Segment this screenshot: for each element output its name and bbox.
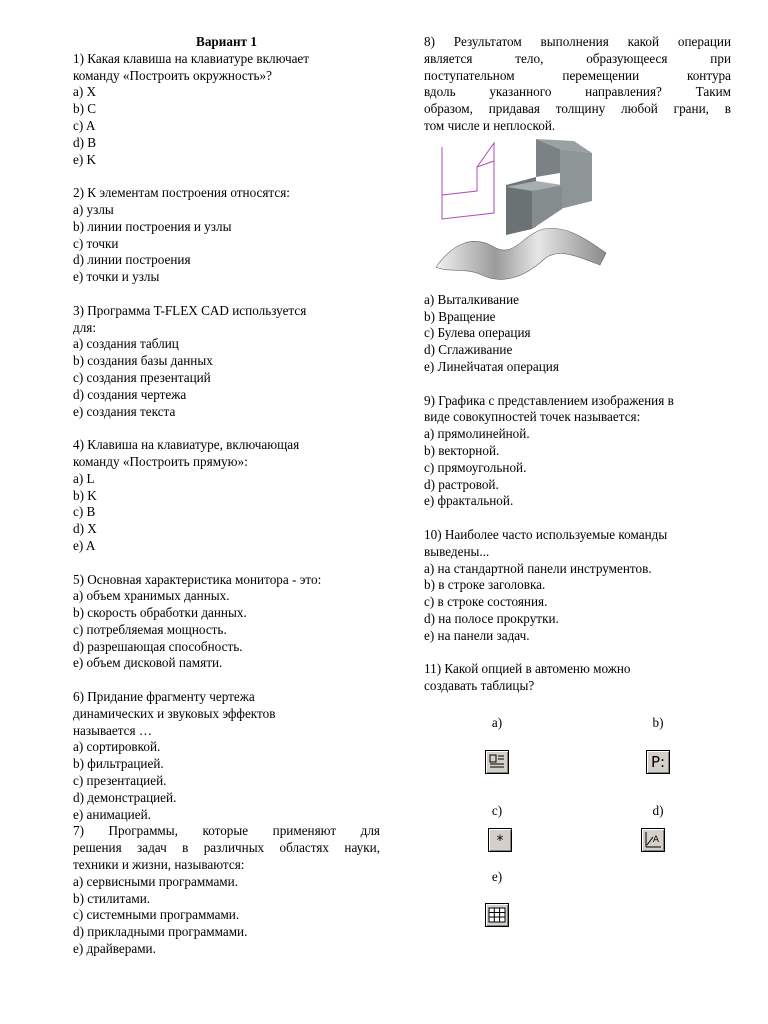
- answer-option: c) в строке состояния.: [424, 594, 548, 610]
- question-text: [73, 572, 380, 589]
- question-line: называется …: [73, 722, 153, 738]
- answer-option: c) презентацией.: [73, 773, 167, 789]
- icon-option-label: e): [491, 868, 503, 884]
- question-line: выведены...: [424, 543, 490, 559]
- swept-surface: [436, 228, 606, 279]
- answer-option: e) объем дисковой памяти.: [73, 655, 223, 671]
- question-line: 5) Основная характеристика монитора - это:: [73, 571, 322, 587]
- answer-option: d) линии построения: [73, 252, 191, 268]
- answer-option: c) B: [73, 504, 96, 520]
- question-text: [424, 34, 731, 135]
- question-line: решения задач в различных областях науки,: [73, 840, 380, 856]
- question-line: 3) Программа T-FLEX CAD используется: [73, 302, 307, 318]
- right-questions: [424, 376, 731, 645]
- answer-option: e) на панели задач.: [424, 627, 530, 643]
- answer-option: d) B: [73, 134, 97, 150]
- left-questions: [73, 51, 380, 824]
- answer-option: b) скорость обработки данных.: [73, 605, 247, 621]
- toolbar-icons: [424, 715, 731, 995]
- question-text: [424, 527, 731, 561]
- p-colon-icon[interactable]: [646, 750, 670, 774]
- spacer: [73, 420, 380, 437]
- answer-option: e) фрактальной.: [424, 493, 514, 509]
- question-line: создавать таблицы?: [424, 678, 535, 694]
- question-line: поступательном перемещении контура: [424, 67, 731, 83]
- answer-option: d) Сглаживание: [424, 342, 513, 358]
- variant-title: Вариант 1: [196, 34, 257, 49]
- answer-option: a) сортировкой.: [73, 739, 161, 755]
- answer-option: b) фильтрацией.: [73, 756, 164, 772]
- answer-option: b) Вращение: [424, 308, 496, 324]
- question-line: том числе и неплоской.: [424, 117, 556, 133]
- answer-option: e) драйверами.: [73, 941, 156, 957]
- answer-option: a) сервисными программами.: [73, 873, 239, 889]
- answer-option: d) растровой.: [424, 476, 499, 492]
- answer-option: c) Булева операция: [424, 325, 531, 341]
- question-line: техники и жизни, называются:: [73, 857, 245, 873]
- answer-option: d) X: [73, 521, 97, 537]
- left-column: [73, 34, 380, 958]
- question-block: [424, 393, 731, 511]
- asterisk-icon[interactable]: [488, 828, 512, 852]
- answer-option: c) A: [73, 117, 96, 133]
- question-line: команду «Построить окружность»?: [73, 67, 272, 83]
- table-icon[interactable]: [485, 903, 509, 927]
- answer-options: [73, 471, 380, 555]
- question-block: [73, 437, 380, 555]
- question-8: [424, 34, 731, 376]
- svg-text:A: A: [652, 834, 660, 845]
- answer-option: a) объем хранимых данных.: [73, 588, 230, 604]
- spacer: [424, 645, 731, 662]
- question-text: [73, 437, 380, 471]
- question-block: [73, 689, 380, 823]
- spacer: [73, 555, 380, 572]
- text-style-icon[interactable]: [641, 828, 665, 852]
- answer-options: [424, 292, 731, 376]
- question-block: [73, 572, 380, 673]
- answer-options: [73, 84, 380, 168]
- answer-option: e) Линейчатая операция: [424, 358, 559, 374]
- answer-option: e) A: [73, 537, 96, 553]
- answer-option: b) K: [73, 487, 97, 503]
- question-line: вдоль указанного направления? Таким: [424, 84, 731, 100]
- icon-option-label: b): [652, 714, 664, 730]
- icon-option-label: c): [491, 802, 503, 818]
- question-line: 8) Результатом выполнения какой операции: [424, 34, 731, 49]
- answer-option: c) прямоугольной.: [424, 459, 527, 475]
- profile-contour: [442, 143, 494, 219]
- p-colon-text: P:: [650, 752, 666, 771]
- extruded-solid: [506, 139, 592, 235]
- extrusion-figure: [424, 137, 731, 292]
- question-line: виде совокупностей точек называется:: [424, 409, 641, 425]
- answer-option: e) анимацией.: [73, 806, 151, 822]
- answer-option: d) на полосе прокрутки.: [424, 610, 559, 626]
- icon-option-label: d): [652, 802, 664, 818]
- answer-option: c) создания презентаций: [73, 369, 211, 385]
- answer-option: d) демонстрацией.: [73, 789, 177, 805]
- question-block: [73, 303, 380, 421]
- answer-option: e) точки и узлы: [73, 269, 160, 285]
- question-text: [424, 393, 731, 427]
- question-text: [73, 51, 380, 85]
- answer-option: b) C: [73, 101, 97, 117]
- right-column: [424, 34, 731, 995]
- answer-option: b) стилитами.: [73, 890, 151, 906]
- answer-option: d) разрешающая способность.: [73, 638, 243, 654]
- spacer: [73, 286, 380, 303]
- question-line: 6) Придание фрагменту чертежа: [73, 689, 255, 705]
- question-line: динамических и звуковых эффектов: [73, 705, 276, 721]
- answer-options: [73, 588, 380, 672]
- answer-option: a) прямолинейной.: [424, 426, 530, 442]
- answer-option: b) в строке заголовка.: [424, 577, 546, 593]
- answer-options: [424, 426, 731, 510]
- question-line: образом, придавая толщину любой грани, в: [424, 101, 731, 117]
- question-7: [73, 823, 380, 957]
- icon-option-label: a): [491, 714, 503, 730]
- answer-option: a) X: [73, 84, 97, 100]
- answer-option: a) узлы: [73, 201, 114, 217]
- svg-text:*: *: [496, 832, 504, 849]
- question-line: 11) Какой опцией в автоменю можно: [424, 661, 631, 677]
- answer-option: c) точки: [73, 235, 119, 251]
- answer-option: a) L: [73, 470, 95, 486]
- question-11: [424, 645, 731, 995]
- text-paragraph-icon[interactable]: [485, 750, 509, 774]
- question-line: 10) Наиболее часто используемые команды: [424, 526, 668, 542]
- question-text: [73, 689, 380, 739]
- answer-options: [73, 202, 380, 286]
- question-text: [73, 823, 380, 873]
- spacer: [424, 510, 731, 527]
- answer-option: e) создания текста: [73, 403, 176, 419]
- question-line: 2) К элементам построения относятся:: [73, 185, 290, 201]
- question-block: [73, 185, 380, 286]
- question-line: 7) Программы, которые применяют для: [73, 823, 380, 839]
- answer-option: a) Выталкивание: [424, 291, 520, 307]
- question-line: 1) Какая клавиша на клавиатуре включает: [73, 50, 310, 66]
- question-block: [424, 527, 731, 645]
- answer-options: [73, 739, 380, 823]
- answer-option: a) создания таблиц: [73, 336, 179, 352]
- answer-option: b) линии построения и узлы: [73, 218, 232, 234]
- answer-option: a) на стандартной панели инструментов.: [424, 560, 652, 576]
- answer-option: d) создания чертежа: [73, 386, 187, 402]
- question-text: [424, 661, 731, 695]
- question-line: команду «Построить прямую»:: [73, 453, 248, 469]
- spacer: [424, 376, 731, 393]
- extrusion-illustration: [424, 137, 731, 292]
- spacer: [73, 672, 380, 689]
- answer-option: b) создания базы данных: [73, 353, 213, 369]
- answer-options: [424, 561, 731, 645]
- answer-option: c) потребляемая мощность.: [73, 621, 227, 637]
- question-text: [73, 185, 380, 202]
- answer-options: [73, 336, 380, 420]
- question-line: 9) Графика с представлением изображения в: [424, 392, 674, 408]
- answer-option: e) K: [73, 151, 97, 167]
- answer-option: d) прикладными программами.: [73, 924, 248, 940]
- question-text: [73, 303, 380, 337]
- question-line: для:: [73, 319, 97, 335]
- question-line: является тело, образующееся при: [424, 50, 731, 66]
- answer-option: c) системными программами.: [73, 907, 240, 923]
- answer-option: b) векторной.: [424, 442, 500, 458]
- question-line: 4) Клавиша на клавиатуре, включающая: [73, 437, 300, 453]
- question-block: [73, 51, 380, 169]
- answer-options: [73, 874, 380, 958]
- spacer: [73, 168, 380, 185]
